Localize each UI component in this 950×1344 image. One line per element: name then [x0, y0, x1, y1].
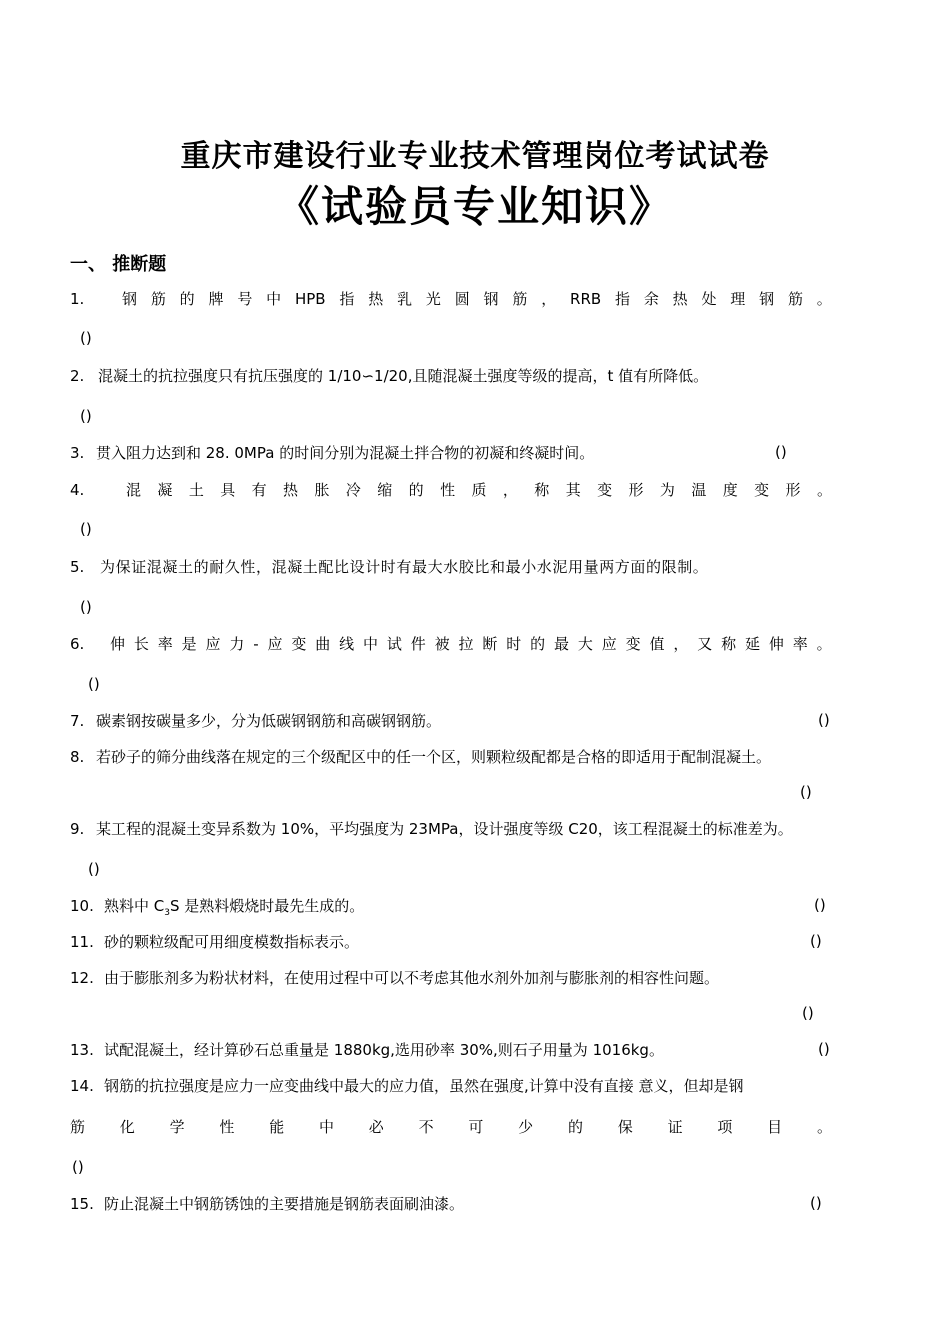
text-glyph: 中: [266, 290, 282, 308]
answer-paren: (): [80, 598, 92, 616]
question-15-text: 防止混凝土中钢筋锈蚀的主要措施是钢筋表面刷油漆。: [104, 1195, 465, 1213]
text-glyph: 能: [269, 1118, 285, 1136]
answer-paren: (): [800, 783, 812, 801]
text-glyph: 被: [434, 635, 450, 653]
question-10-text: [104, 896, 364, 923]
text-glyph: 指: [614, 290, 630, 308]
text-glyph: 长: [133, 635, 149, 653]
text-glyph: 热: [283, 481, 299, 499]
text-glyph: 性: [219, 1118, 235, 1136]
text-glyph: 牌: [208, 290, 224, 308]
text-glyph: 化: [119, 1118, 135, 1136]
text-glyph: 称: [534, 481, 550, 499]
text-glyph: 延: [745, 635, 761, 653]
text-glyph: 圆: [454, 290, 470, 308]
text-glyph: 变: [291, 635, 307, 653]
text-glyph: 。: [816, 635, 832, 653]
text-glyph: 是: [181, 635, 197, 653]
text-glyph: 应: [205, 635, 221, 653]
answer-paren: (): [80, 407, 92, 425]
text-glyph: 。: [816, 481, 832, 499]
text-glyph: 学: [169, 1118, 185, 1136]
text-glyph: 有: [251, 481, 267, 499]
question-4-text: [126, 480, 832, 500]
question-7-text: 碳素钢按碳量多少，分为低碳钢钢筋和高碳钢钢筋。: [96, 712, 442, 730]
text-glyph: 冷: [345, 481, 361, 499]
answer-paren: (): [80, 520, 92, 538]
text-glyph: 钢: [759, 290, 775, 308]
question-1-text: [122, 289, 832, 309]
section-heading: 一、 推断题: [70, 254, 167, 275]
answer-paren: (): [810, 1194, 822, 1212]
question-number: 8.: [70, 748, 85, 766]
text-glyph: HPB: [294, 290, 326, 308]
text-glyph: 指: [339, 290, 355, 308]
text-glyph: 伸: [110, 635, 126, 653]
text-glyph: RRB: [570, 290, 602, 308]
question-number: 11.: [70, 933, 94, 951]
text-glyph: 率: [792, 635, 808, 653]
answer-paren: (): [810, 932, 822, 950]
answer-paren: (): [818, 1040, 830, 1058]
text-glyph: 大: [577, 635, 593, 653]
text-glyph: 应: [601, 635, 617, 653]
text-glyph: 变: [625, 635, 641, 653]
answer-paren: (): [775, 443, 787, 461]
question-number: 9.: [70, 820, 85, 838]
answer-paren: (): [814, 896, 826, 914]
question-5-text: 为保证混凝土的耐久性，混凝土配比设计时有最大水胶比和最小水泥用量两方面的限制。: [100, 558, 709, 576]
text-glyph: 试: [386, 635, 402, 653]
text-glyph: 目: [767, 1118, 783, 1136]
text-glyph: 不: [418, 1118, 434, 1136]
text-glyph: 热: [368, 290, 384, 308]
question-14-text-continued: [70, 1117, 832, 1137]
text-glyph: 筋: [150, 290, 166, 308]
answer-paren: (): [80, 329, 92, 347]
question-number: 13.: [70, 1041, 94, 1059]
subscript: 3: [164, 908, 170, 918]
text-glyph: 项: [717, 1118, 733, 1136]
text-glyph: 具: [220, 481, 236, 499]
exam-subtitle: 《试验员专业知识》: [276, 182, 673, 231]
text-glyph: 值: [649, 635, 665, 653]
text-glyph: 力: [229, 635, 245, 653]
text-glyph: 度: [722, 481, 738, 499]
text-glyph: 率: [157, 635, 173, 653]
text-glyph: 中: [363, 635, 379, 653]
question-2-text: 混凝土的抗拉强度只有抗压强度的 1/10∽1/20,且随混凝土强度等级的提高，t 值有所降低。: [98, 367, 709, 385]
text-glyph: 胀: [314, 481, 330, 499]
text-glyph: 形: [628, 481, 644, 499]
text-glyph: 。: [816, 290, 832, 308]
text-glyph: ，: [502, 481, 518, 499]
text-glyph: 件: [410, 635, 426, 653]
text-glyph: 断: [482, 635, 498, 653]
text-glyph: 又: [697, 635, 713, 653]
text-glyph: 余: [643, 290, 659, 308]
answer-paren: (): [72, 1158, 84, 1176]
text-glyph: -: [253, 635, 259, 653]
text-glyph: ，: [541, 290, 557, 308]
text-glyph: 最: [554, 635, 570, 653]
text-glyph: 中: [318, 1118, 334, 1136]
text-glyph: 质: [471, 481, 487, 499]
text-glyph: 。: [816, 1118, 832, 1136]
text-glyph: 筋: [70, 1118, 86, 1136]
answer-paren: (): [88, 675, 100, 693]
text-glyph: 筋: [787, 290, 803, 308]
text-glyph: 处: [701, 290, 717, 308]
question-number: 5.: [70, 558, 85, 576]
question-number: 4.: [70, 481, 85, 499]
text-glyph: 号: [237, 290, 253, 308]
text-glyph: 证: [667, 1118, 683, 1136]
text-glyph: 缩: [377, 481, 393, 499]
text-glyph: 变: [597, 481, 613, 499]
text-glyph: 为: [659, 481, 675, 499]
text-glyph: 其: [565, 481, 581, 499]
text-glyph: 光: [425, 290, 441, 308]
text-glyph: 必: [368, 1118, 384, 1136]
question-number: 12.: [70, 969, 94, 987]
question-9-text: 某工程的混凝土变异系数为 10%，平均强度为 23MPa，设计强度等级 C20，该工程混凝土的标准差为。: [96, 820, 793, 838]
text-glyph: 理: [730, 290, 746, 308]
question-number: 1.: [70, 290, 85, 308]
text-glyph: 的: [567, 1118, 583, 1136]
question-number: 2.: [70, 367, 85, 385]
text-glyph: 热: [672, 290, 688, 308]
question-6-text: [110, 634, 832, 654]
answer-paren: (): [818, 711, 830, 729]
text-glyph: 钢: [483, 290, 499, 308]
question-13-text: 试配混凝土，经计算砂石总重量是 1880kg,选用砂率 30%,则石子用量为 1016kg。: [104, 1041, 664, 1059]
text-glyph: 曲: [315, 635, 331, 653]
question-number: 3.: [70, 444, 85, 462]
text-glyph: 形: [785, 481, 801, 499]
text-glyph: 混: [126, 481, 142, 499]
text-glyph: 温: [691, 481, 707, 499]
text-glyph: 应: [267, 635, 283, 653]
question-8-text: 若砂子的筛分曲线落在规定的三个级配区中的任一个区，则颗粒级配都是合格的即适用于配制混凝土。: [96, 748, 772, 766]
text-glyph: ，: [673, 635, 689, 653]
text-glyph: 少: [518, 1118, 534, 1136]
question-11-text: 砂的颗粒级配可用细度模数指标表示。: [104, 933, 360, 951]
text-glyph: 筋: [512, 290, 528, 308]
text-glyph: 的: [179, 290, 195, 308]
question-14-text: 钢筋的抗拉强度是应力一应变曲线中最大的应力值，虽然在强度,计算中没有直接 意义，但却是钢: [104, 1077, 744, 1095]
text-glyph: 的: [530, 635, 546, 653]
text-glyph: 保: [617, 1118, 633, 1136]
text-glyph: 变: [754, 481, 770, 499]
answer-paren: (): [802, 1004, 814, 1022]
question-12-text: 由于膨胀剂多为粉状材料，在使用过程中可以不考虑其他水剂外加剂与膨胀剂的相容性问题。: [104, 969, 720, 987]
question-number: 6.: [70, 635, 85, 653]
question-number: 10.: [70, 897, 94, 915]
text-glyph: 性: [440, 481, 456, 499]
text-glyph: 钢: [122, 290, 138, 308]
text-glyph: 线: [339, 635, 355, 653]
text-glyph: 伸: [768, 635, 784, 653]
question-number: 15.: [70, 1195, 94, 1213]
answer-paren: (): [88, 860, 100, 878]
text-glyph: 拉: [458, 635, 474, 653]
question-10-text-b: S 是熟料煅烧时最先生成的。: [169, 897, 365, 915]
question-number: 14.: [70, 1077, 94, 1095]
question-10-text-a: 熟料中 C: [104, 897, 165, 915]
text-glyph: 称: [721, 635, 737, 653]
text-glyph: 的: [408, 481, 424, 499]
text-glyph: 乳: [397, 290, 413, 308]
text-glyph: 凝: [157, 481, 173, 499]
question-number: 7.: [70, 712, 85, 730]
text-glyph: 时: [506, 635, 522, 653]
exam-title: 重庆市建设行业专业技术管理岗位考试试卷: [180, 139, 770, 174]
text-glyph: 可: [468, 1118, 484, 1136]
text-glyph: 土: [188, 481, 204, 499]
question-3-text: 贯入阻力达到和 28. 0MPa 的时间分别为混凝土拌合物的初凝和终凝时间。: [96, 444, 595, 462]
